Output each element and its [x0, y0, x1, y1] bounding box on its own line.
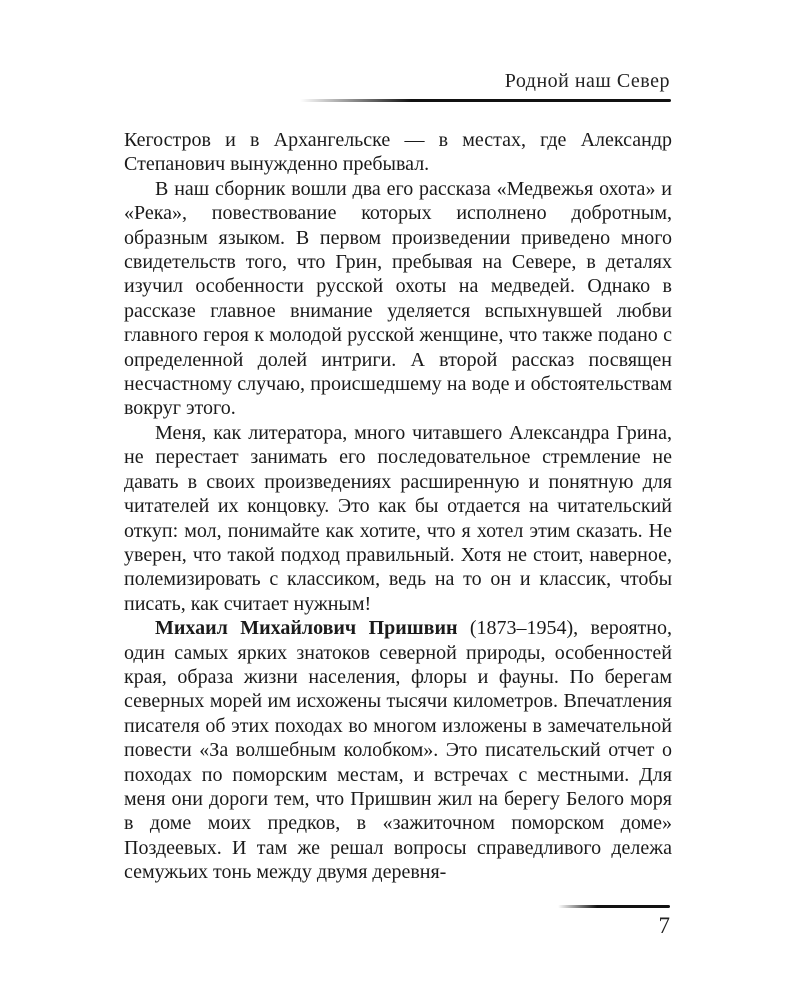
body-text [124, 128, 672, 885]
header-rule [300, 99, 671, 102]
author-name: Михаил Михайлович Пришвин [155, 617, 458, 640]
running-head-title: Родной наш Север [504, 70, 670, 92]
footer-rule [558, 905, 670, 908]
paragraph-2: В наш сборник вошли два его рассказа «Медвежья охота» и «Река», повествование которых исполнено добротным, образным языком. В первом произведении приведено много свидетельств того, что Грин, пребывая на Севере, в деталях изучил особенности русской охоты на медведей. Однако в рассказе главное внимание уделяется вспыхнувшей любви главного героя к молодой русской женщине, что также подано с определенной долей интриги. А второй рассказ посвящен несчастному случаю, происшедшему на воде и обстоятельствам вокруг этого. [124, 177, 672, 420]
paragraph-1: Кегостров и в Архангельске — в местах, где Александр Степанович вынужденно пребывал. [124, 129, 672, 176]
page-number: 7 [658, 913, 670, 938]
paragraph-4-text: (1873–1954), вероятно, один самых ярких знатоков северной природы, особенностей края, образа жизни населения, флоры и фауны. По берегам северных морей им исхожены тысячи километров. Впечатления писателя об этих походах во многом изложены в замечательной повести «За волшебным колобком». Это писательский отчет о походах по поморским местам, и встречах с местными. Для меня они дороги тем, что Пришвин жил на берегу Белого моря в доме моих предков, в «зажиточном поморском доме» Поздеевых. И там же решал вопросы справедливого дележа семужьих тонь между двумя деревня- [124, 617, 672, 884]
paragraph-4 [124, 616, 672, 884]
paragraph-3: Меня, как литератора, много читавшего Александра Грина, не перестает занимать его последовательное стремление не давать в своих произведениях расширенную и понятную для читателей их концовку. Это как бы отдается на читательский откуп: мол, понимайте как хотите, что я хотел этим сказать. Не уверен, что такой подход правильный. Хотя не стоит, наверное, полемизировать с классиком, ведь на то он и классик, чтобы писать, как считает нужным! [124, 421, 672, 615]
